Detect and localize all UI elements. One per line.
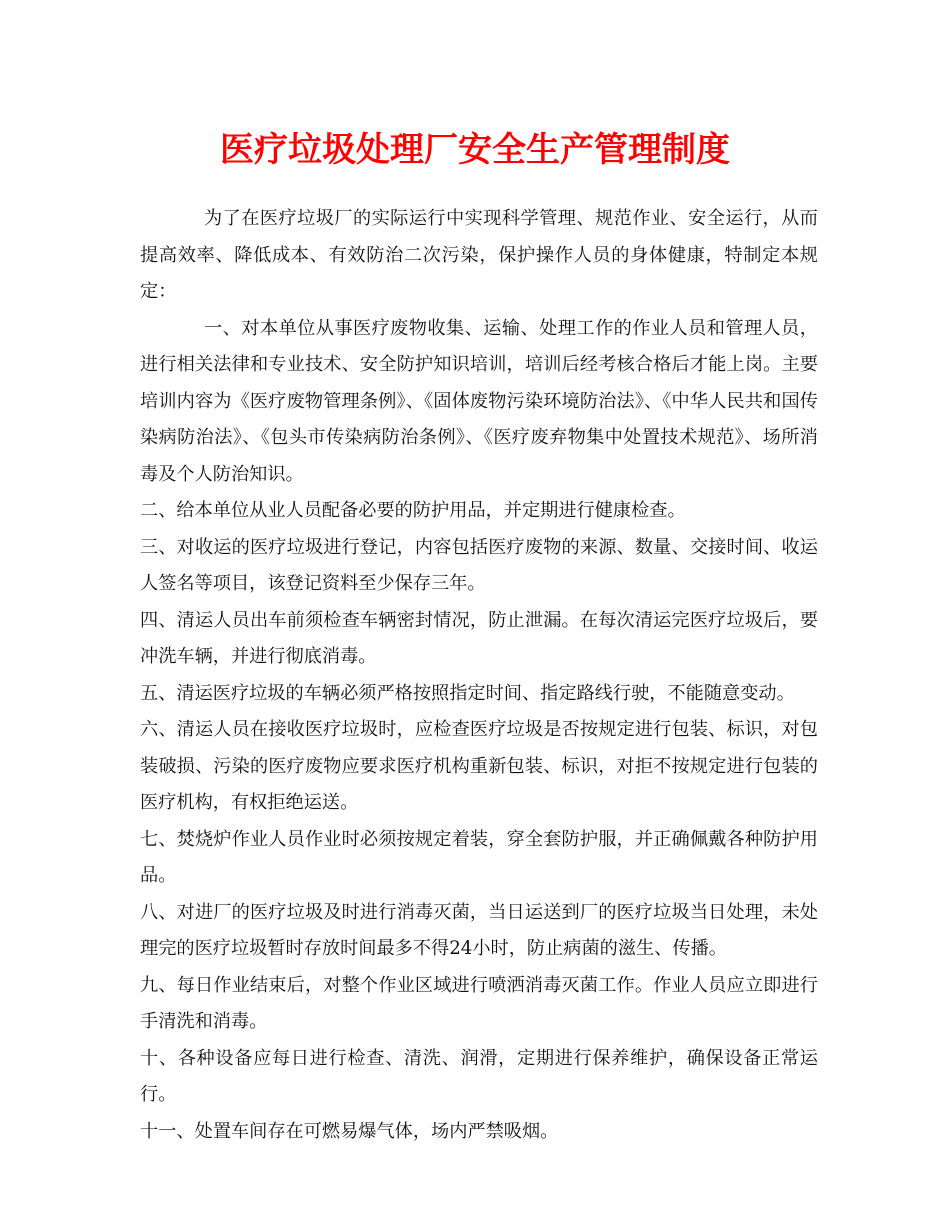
clause-6-paragraph: 六、清运人员在接收医疗垃圾时，应检查医疗垃圾是否按规定进行包装、标识，对包装破损、污染的医疗废物应要求医疗机构重新包装、标识，对拒不按规定进行包装的医疗机构，有权拒绝运送。 [140, 719, 818, 813]
clause-2-paragraph: 二、给本单位从业人员配备必要的防护用品，并定期进行健康检查。 [140, 500, 686, 521]
document-title: 医疗垃圾处理厂安全生产管理制度 [220, 130, 730, 170]
clause-7-paragraph: 七、焚烧炉作业人员作业时必须按规定着装，穿全套防护服，并正确佩戴各种防护用品。 [140, 828, 818, 886]
clause-1-paragraph: 一、对本单位从事医疗废物收集、运输、处理工作的作业人员和管理人员，进行相关法律和专业技术、安全防护知识培训，培训后经考核合格后才能上岗。主要培训内容为《医疗废物管理条例》、《固体废物污染环境防治法》、《中华人民共和国传染病防治法》、《包头市传染病防治条例》、《医疗废弃物集中处置技术规范》、场所消毒及个人防治知识。 [140, 317, 818, 485]
clause-4-paragraph: 四、清运人员出车前须检查车辆密封情况，防止泄漏。在每次清运完医疗垃圾后，要冲洗车辆，并进行彻底消毒。 [140, 609, 818, 667]
clause-5-paragraph: 五、清运医疗垃圾的车辆必须严格按照指定时间、指定路线行驶，不能随意变动。 [140, 682, 795, 704]
clause-11-paragraph: 十一、处置车间存在可燃易爆气体，场内严禁吸烟。 [140, 1120, 559, 1142]
clause-9-paragraph: 九、每日作业结束后，对整个作业区域进行喷洒消毒灭菌工作。作业人员应立即进行手清洗和消毒。 [140, 974, 818, 1032]
document-body [140, 201, 818, 1150]
intro-paragraph: 为了在医疗垃圾厂的实际运行中实现科学管理、规范作业、安全运行，从而提高效率、降低成本、有效防治二次污染，保护操作人员的身体健康，特制定本规定： [140, 208, 818, 302]
clause-3-paragraph: 三、对收运的医疗垃圾进行登记，内容包括医疗废物的来源、数量、交接时间、收运人签名等项目，该登记资料至少保存三年。 [140, 536, 818, 594]
clause-10-paragraph: 十、各种设备应每日进行检查、清洗、润滑，定期进行保养维护，确保设备正常运行。 [140, 1047, 818, 1105]
clause-8-paragraph: 八、对进厂的医疗垃圾及时进行消毒灭菌，当日运送到厂的医疗垃圾当日处理，未处理完的医疗垃圾暂时存放时间最多不得24小时，防止病菌的滋生、传播。 [140, 901, 818, 959]
